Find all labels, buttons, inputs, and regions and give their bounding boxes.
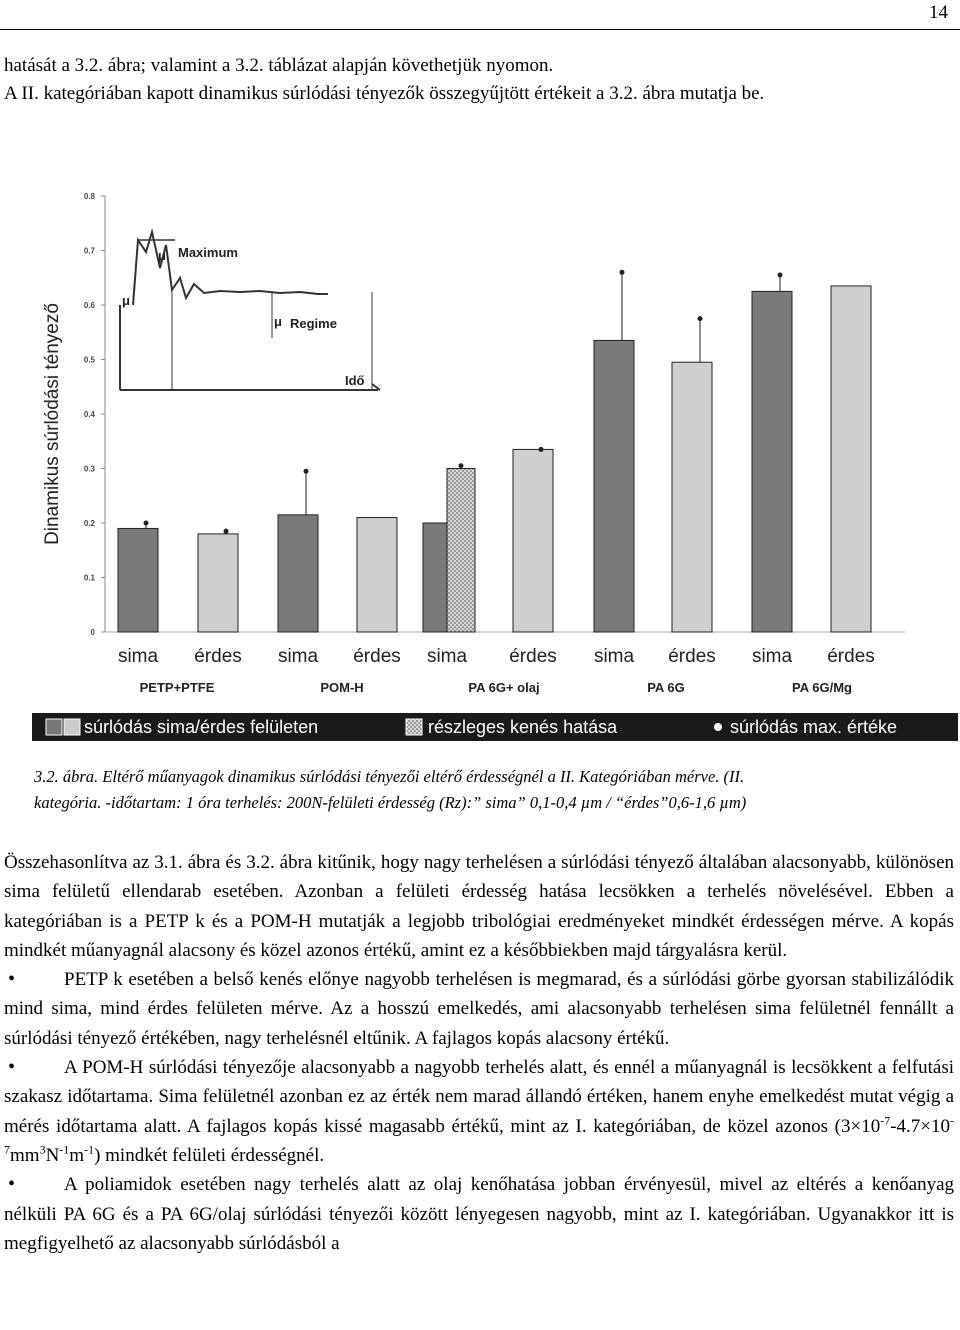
page-number: 14 [929, 2, 948, 23]
intro-text [4, 52, 949, 108]
exp-4: -1 [59, 1142, 70, 1157]
bar-sima-2 [278, 515, 318, 632]
bar-érdes-5 [513, 449, 553, 632]
max-marker [304, 469, 309, 474]
x-category-label: érdes [827, 646, 875, 667]
bullet-petp-text: PETP k esetében a belső kenés előnye nagyobb terhelésen is megmarad, és a súrlódási görbe gyorsan stabilizálódik mind sima, mind érdes felületen mérve. Az a hosszú emelkedés, ami alacsonyabb terhelésen sima felületnél fennállt a súrlódási tényező értékében, nagy terhelésnél eltűnik. A fajlagos kopás alacsony értékű. [4, 969, 954, 1049]
bar-sima-8 [752, 291, 792, 632]
y-tick-label: 0.5 [83, 355, 95, 365]
inset-mu-regime: μ [274, 314, 282, 329]
bullet-petp [4, 965, 954, 1053]
inset-curve [133, 232, 328, 305]
max-marker [459, 463, 464, 468]
bullet-pomh-text-a: A POM-H súrlódási tényezője alacsonyabb a nagyobb terhelés alatt, és ennél a műanyagnál is lecsökkent a felfutási szakasz időtartama. Sima felületnél azonban ez az érték nem marad állandó értéken, hanem enyhe emelkedést mutat végig a mérés időtartama alatt. A fajlagos kopás kissé magasabb értékű, mint az I. kategóriában, de közel azonos (3×10 [4, 1057, 954, 1137]
bar-sima-0 [118, 528, 158, 632]
x-group-label: PA 6G+ olaj [468, 680, 540, 695]
x-category-label: érdes [353, 646, 401, 667]
inset-maximum-label: Maximum [178, 245, 238, 260]
bullet-pomh [4, 1053, 954, 1170]
exp-2: -7 [4, 1113, 954, 1157]
x-category-label: érdes [194, 646, 242, 667]
y-tick-label: 0.7 [83, 246, 95, 256]
inset-time-label: Idő [345, 373, 365, 388]
exp-1: -7 [880, 1113, 891, 1128]
legend-label-lubrication: részleges kenés hatása [428, 717, 618, 737]
bullet-icon: • [8, 1173, 16, 1196]
y-tick-label: 0.8 [83, 192, 95, 201]
inset-mu-max: μ [158, 248, 166, 263]
legend-marker-max [714, 723, 722, 731]
exp-5: -1 [84, 1142, 95, 1157]
y-tick-label: 0.6 [83, 301, 95, 310]
y-tick-label: 0 [90, 628, 95, 637]
inset-regime-label: Regime [290, 316, 337, 331]
inset-mu: μ [122, 293, 130, 308]
x-group-label: PETP+PTFE [139, 680, 215, 695]
bar-érdes-9 [831, 286, 871, 632]
max-marker [698, 316, 703, 321]
legend-swatch-lubrication [406, 719, 422, 735]
x-group-label: POM-H [320, 680, 364, 695]
caption-line-1: 3.2. ábra. Eltérő műanyagok dinamikus súrlódási tényezői eltérő érdességnél a II. Kategóriában mérve. (II. [34, 767, 745, 786]
x-group-label: PA 6G [647, 680, 685, 695]
x-category-label: sima [751, 646, 793, 667]
bullet-icon: • [8, 968, 16, 991]
bar-sima-6 [594, 340, 634, 632]
legend-swatch-surface [46, 719, 62, 735]
friction-bar-chart [0, 180, 960, 745]
y-axis-label: Dinamikus súrlódási tényező [42, 303, 63, 545]
y-tick-label: 0.2 [83, 519, 95, 528]
y-tick-label: 0.4 [83, 410, 95, 419]
bullet-pomh-text-b: -4.7×10 [890, 1115, 950, 1137]
bullet-pomh-text-d: N [45, 1144, 60, 1166]
bar-érdes-3 [357, 518, 397, 632]
bar-sima-4 [423, 523, 447, 632]
x-category-label: érdes [509, 646, 557, 667]
chart-legend [32, 713, 958, 741]
max-marker [144, 521, 149, 526]
x-category-label: sima [117, 646, 159, 667]
x-category-label: sima [277, 646, 319, 667]
header-rule [0, 29, 960, 30]
intro-line-1: hatását a 3.2. ábra; valamint a 3.2. táblázat alapján követhetjük nyomon. [4, 55, 554, 76]
figure-caption [34, 764, 934, 816]
bullet-polyamide [4, 1170, 954, 1258]
y-tick-label: 0.3 [83, 464, 95, 474]
bar-lubrication [447, 469, 475, 633]
bullet-icon: • [8, 1056, 16, 1079]
body-text [4, 848, 954, 1258]
paragraph-1: Összehasonlítva az 3.1. ábra és 3.2. ábra kitűnik, hogy nagy terhelésen a súrlódási tényező általában alacsonyabb, különösen sima felületű ellendarab esetében. Azonban a felületi érdesség hatása lecsökken a terhelés növelésével. Ebben a kategóriában is a PETP k és a POM-H mutatják a legjobb tribológiai eredményeket mindkét érdességen mérve. A kopás mindkét műanyagnál alacsony és közel azonos értékű, amint ez a későbbiekben majd tárgyalásra kerül. [4, 852, 954, 961]
caption-line-2: kategória. -időtartam: 1 óra terhelés: 200N-felületi érdesség (Rz):” sima” 0,1-0,4 µm / “érdes”0,6-1,6 µm) [34, 793, 747, 812]
legend-label-max: súrlódás max. értéke [730, 717, 898, 737]
max-marker [224, 529, 229, 534]
intro-line-2: A II. kategóriában kapott dinamikus súrlódási tényezők összegyűjtött értékeit a 3.2. ábra mutatja be. [4, 83, 765, 104]
bullet-pomh-text-f: ) mindkét felületi érdességnél. [94, 1144, 325, 1166]
exp-3: 3 [39, 1142, 46, 1157]
max-marker [778, 273, 783, 278]
bar-érdes-7 [672, 362, 712, 632]
max-marker [620, 270, 625, 275]
bullet-pomh-text-c: mm [10, 1144, 40, 1166]
x-category-label: érdes [668, 646, 716, 667]
x-group-label: PA 6G/Mg [792, 680, 852, 695]
legend-label-surface: súrlódás sima/érdes felületen [84, 717, 319, 737]
bullet-pomh-text-e: m [69, 1144, 85, 1166]
max-marker [539, 447, 544, 452]
y-tick-label: 0.1 [83, 573, 95, 583]
x-category-label: sima [593, 646, 635, 667]
time-curve-inset [120, 232, 380, 390]
x-category-label: sima [426, 646, 468, 667]
bar-érdes-1 [198, 534, 238, 632]
bullet-polyamide-text: A poliamidok esetében nagy terhelés alatt az olaj kenőhatása jobban érvényesül, mivel az eltérés a kenőanyag nélküli PA 6G és a PA 6G/olaj súrlódási tényezői között lényegesen nagyobb, mint az I. kategóriában. Ugyanakkor itt is megfigyelhető az alacsonyabb súrlódásból a [4, 1174, 954, 1254]
